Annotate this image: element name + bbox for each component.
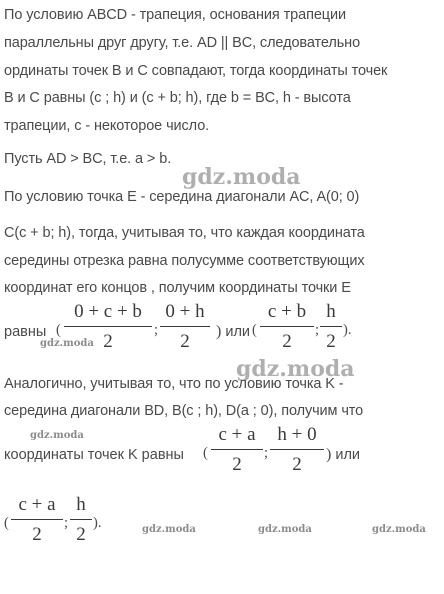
watermark: gdz.moda [372, 524, 426, 535]
close-paren-dot: ). [93, 515, 102, 531]
fraction-bar [70, 519, 92, 520]
fraction [320, 300, 342, 354]
p2-l5: координат его концов , получим координаты точки E [4, 280, 351, 296]
text-line [4, 6, 346, 24]
fraction-numerator: c + a [218, 424, 256, 445]
p1-l3: ординаты точек B и C совпадают, тогда координаты точек [4, 63, 388, 79]
fraction-bar [260, 326, 314, 327]
equals-prefix: координаты точек K равны [4, 447, 184, 463]
equals-prefix: равны [4, 324, 47, 340]
open-paren: ( [4, 515, 9, 531]
watermark: gdz.moda [258, 524, 312, 535]
fraction-denominator: 2 [32, 524, 42, 545]
fraction-bar [320, 326, 342, 327]
separator: ; [315, 322, 320, 338]
fraction-denominator: 2 [282, 331, 292, 352]
fraction-numerator: h [76, 494, 86, 515]
fraction-bar [270, 449, 324, 450]
fraction-numerator: h + 0 [277, 424, 317, 445]
p1-l5: трапеции, c - некоторое число. [4, 118, 210, 134]
p1-l2: параллельны друг другу, т.е. AD || BC, следовательно [4, 35, 361, 51]
p3-l2: середина диагонали BD, B(c ; h), D(a ; 0), получим что [4, 403, 364, 419]
watermark: gdz.moda [142, 524, 196, 535]
fraction [270, 423, 324, 477]
open-paren: ( [203, 445, 208, 461]
p2-l1: Пусть AD > BC, т.е. a > b. [4, 151, 172, 167]
close-paren: ) [326, 446, 332, 463]
text-line [4, 279, 351, 297]
close-ili [326, 446, 360, 464]
open-paren: ( [252, 322, 257, 338]
separator: ; [64, 515, 69, 531]
fraction-numerator: c + b [267, 301, 307, 322]
text-line [4, 117, 209, 135]
close-paren: ) [216, 323, 222, 340]
p2-l3: C(c + b; h), тогда, учитывая то, что каждая координата [4, 225, 365, 241]
text-line [4, 34, 360, 52]
fraction-bar [160, 326, 210, 327]
fraction [11, 493, 63, 547]
watermark: gdz.moda [236, 356, 355, 382]
text-line [4, 224, 365, 242]
open-paren: ( [56, 322, 61, 338]
text-line [4, 150, 171, 168]
ili-word: или [225, 324, 251, 340]
p3-l1: Аналогично, учитывая то, что по условию точка K - [4, 376, 344, 392]
fraction-bar [211, 449, 263, 450]
text-line [4, 402, 363, 420]
fraction-numerator: 0 + c + b [74, 301, 142, 322]
p2-l2: По условию точка E - середина диагонали AC, A(0; 0) [4, 189, 360, 205]
close-paren-dot: ). [343, 322, 352, 338]
p1-l4: B и C равны (c ; h) и (c + b; h), где b = BC, h - высота [4, 90, 351, 106]
fraction-denominator: 2 [232, 454, 242, 475]
text-line [4, 62, 387, 80]
watermark: gdz.moda [182, 164, 301, 190]
watermark: gdz.moda [40, 338, 94, 349]
fraction-denominator: 2 [292, 454, 302, 475]
p2-l4: середины отрезка равна полусумме соответствующих [4, 253, 365, 269]
fraction-denominator: 2 [103, 331, 113, 352]
fraction-numerator: c + a [18, 494, 56, 515]
fraction-denominator: 2 [326, 331, 336, 352]
fraction-numerator: h [326, 301, 336, 322]
text-line [4, 252, 365, 270]
fraction-bar [11, 519, 63, 520]
text-line [4, 188, 359, 206]
fraction [211, 423, 263, 477]
fraction-denominator: 2 [180, 331, 190, 352]
separator: ; [264, 445, 269, 461]
separator: ; [154, 322, 159, 338]
fraction [260, 300, 314, 354]
ili-word: или [335, 447, 361, 463]
fraction-denominator: 2 [76, 524, 86, 545]
watermark: gdz.moda [30, 430, 84, 441]
close-ili [216, 323, 250, 341]
p1-l1: По условию ABCD - трапеция, основания трапеции [4, 7, 346, 23]
text-line [4, 89, 351, 107]
fraction-bar [64, 326, 152, 327]
fraction [160, 300, 210, 354]
fraction-numerator: 0 + h [165, 301, 205, 322]
fraction [70, 493, 92, 547]
